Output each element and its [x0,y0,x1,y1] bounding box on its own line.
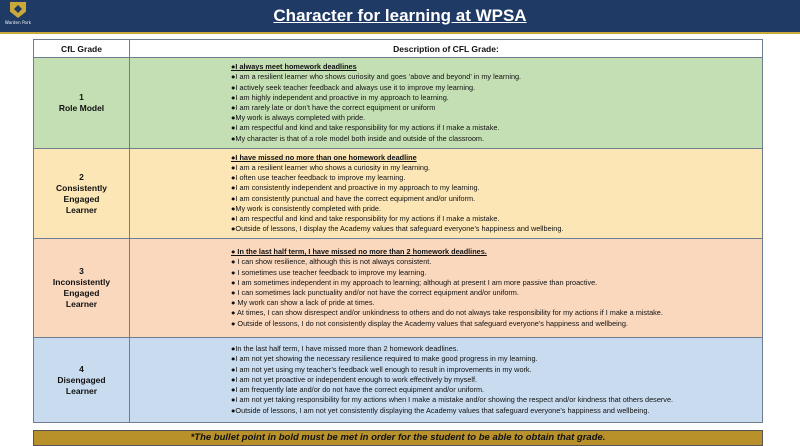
description-cell [130,58,763,149]
grade-label: Learner [65,204,98,215]
grade-row-inconsistently-engaged [34,239,763,338]
list-item: ●I am frequently late and/or do not have the correct equipment and/or uniform. [231,385,485,395]
description-cell [130,338,763,423]
list-item: ●Outside of lessons, I am not yet consistently displaying the Academy values that safeguard everyone’s happiness and wellbeing. [231,405,650,415]
grade-label: Disengaged [57,374,106,385]
list-item: ●I am not yet showing the necessary resilience required to make good progress in my learning. [231,354,538,364]
grade-number: 1 [79,92,84,102]
list-item: ●My character is that of a role model both inside and outside of the classroom. [231,133,485,143]
list-item: ●In the last half term, I have missed more than 2 homework deadlines. [231,344,459,354]
list-item: ●My work is always completed with pride. [231,113,366,123]
list-item: ●I often use teacher feedback to improve my learning. [231,173,406,183]
grade-row-consistently-engaged [34,149,763,239]
grade-cell [34,338,130,423]
grade-row-role-model [34,58,763,149]
page-title: Character for learning at WPSA [273,6,527,25]
table-header-row [34,40,763,58]
grade-label: Inconsistently [52,277,111,287]
list-item: ● My work can show a lack of pride at times. [231,298,375,308]
grade-number: 3 [79,266,84,276]
description-cell [130,239,763,338]
list-item: ●I am a resilient learner who shows a curiosity in my learning. [231,162,431,172]
list-item: ●I am consistently independent and proactive in my approach to my learning. [231,183,480,193]
grade-label: Learner [65,385,98,396]
list-item-required: ● In the last half term, I have missed no more than 2 homework deadlines. [231,247,487,257]
grade-number: 2 [79,171,84,182]
grade-cell [34,239,130,338]
list-item: ● At times, I can show disrespect and/or unkindness to others and do not always take responsibility for my actions if I make a mistake. [231,308,663,318]
list-item: ●I am rarely late or don’t have the correct equipment or uniform [231,103,436,112]
grade-column-header: CfL Grade [34,40,130,58]
grade-row-disengaged [34,338,763,423]
grade-label: Engaged [63,193,100,204]
page-header [0,0,800,34]
description-list [231,62,758,144]
list-item-required: ●I have missed no more than one homework deadline [231,152,417,162]
description-list [231,153,758,235]
list-item: ● I am sometimes independent in my approach to learning; although at present I am more passive than proactive. [231,277,598,287]
list-item: ●I am a resilient learner who shows curiosity and goes ‘above and beyond’ in my learning. [231,72,522,82]
list-item-required: ●I always meet homework deadlines [231,62,357,72]
grade-cell [34,58,130,149]
grade-label: Learner [65,299,98,309]
list-item: ●I am respectful and kind and take responsibility for my actions if I make a mistake. [231,123,500,133]
list-item: ●I am consistently punctual and have the correct equipment and/or uniform. [231,193,476,203]
list-item: ● Outside of lessons, I do not consistently display the Academy values that safeguard everyone’s happiness and wellbeing. [231,318,628,328]
footer-note: *The bullet point in bold must be met in order for the student to be able to obtain that grade. [33,430,763,446]
description-list [231,247,758,329]
list-item: ●Outside of lessons, I display the Academy values that safeguard everyone’s happiness and wellbeing. [231,224,564,234]
list-item: ● I can show resilience, although this is not always consistent. [231,257,432,267]
grade-label: Role Model [58,103,105,113]
list-item: ●I am not yet proactive or independent enough to work effectively by myself. [231,374,478,384]
description-cell [130,149,763,239]
grade-label: Consistently [55,182,107,193]
list-item: ●I am not yet taking responsibility for my actions when I make a mistake and/or showing the respect and/or kindness that others deserve. [231,395,674,405]
cfl-grade-table [33,39,763,423]
list-item: ●I am not yet using my teacher’s feedback well enough to result in improvements in my work. [231,364,532,374]
description-list [231,344,758,415]
list-item: ●I actively seek teacher feedback and always use it to improve my learning. [231,82,476,92]
list-item: ●I am respectful and kind and take responsibility for my actions if I make a mistake. [231,213,500,223]
grade-label: Engaged [63,288,100,298]
list-item: ●I am highly independent and proactive in my approach to learning. [231,92,449,102]
grade-number: 4 [79,363,84,374]
list-item: ● I can sometimes lack punctuality and/or not have the correct equipment and/or uniform. [231,288,519,297]
list-item: ● I sometimes use teacher feedback to improve my learning. [231,267,427,277]
logo-text: Warden Park [4,20,32,25]
list-item: ●My work is consistently completed with pride. [231,203,381,213]
grade-cell [34,149,130,239]
description-column-header: Description of CFL Grade: [130,40,763,58]
